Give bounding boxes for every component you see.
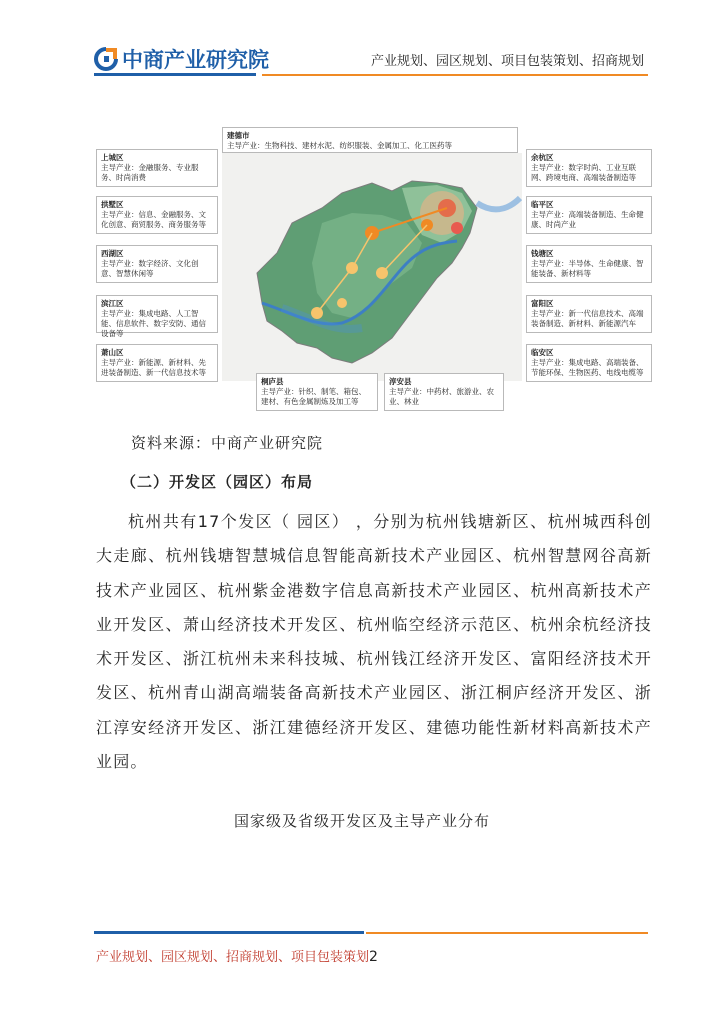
map-callout-xihu (96, 245, 218, 283)
callout-text: 主导产业：数字经济、文化创意、智慧休闲等 (101, 259, 199, 278)
map-callout-linping (526, 196, 652, 234)
callout-text: 主导产业：新能源、新材料、先进装备制造、新一代信息技术等 (101, 358, 206, 377)
callout-title: 富阳区 (531, 299, 554, 308)
logo-mark-icon (94, 47, 118, 71)
body-paragraph: 杭州共有17个发区（ 园区） ，分别为杭州钱塘新区、杭州城西科创大走廊、杭州钱塘智慧城信息智能高新技术产业园区、杭州智慧网谷高新技术产业园区、杭州紫金港数字信息高新技术产业园区、杭州高新技术产业开发区、萧山经济技术开发区、杭州临空经济示范区、杭州余杭经济技术开发区、浙江杭州未来科技城、杭州钱江经济开发区、富阳经济技术开发区、杭州青山湖高端装备高新技术产业园区、浙江桐庐经济开发区、浙江淳安经济开发区、浙江建德经济开发区、建德功能性新材料高新技术产业园。 (96, 512, 652, 772)
header-tagline: 产业规划、园区规划、项目包装策划、招商规划 (370, 54, 644, 69)
region-map (222, 153, 522, 381)
callout-title: 萧山区 (101, 348, 124, 357)
footer-divider-blue (94, 931, 364, 934)
header-divider-blue (94, 73, 256, 76)
map-callout-fuyang (526, 295, 652, 333)
callout-title: 临安区 (531, 348, 554, 357)
callout-title: 拱墅区 (101, 200, 124, 209)
callout-title: 淳安县 (389, 377, 412, 386)
callout-text: 主导产业：金融服务、专业服务、时尚消费 (101, 163, 199, 182)
logo-text: 中商产业研究院 (122, 48, 269, 72)
table-caption: 国家级及省级开发区及主导产业分布 (233, 812, 490, 830)
footer-tagline: 产业规划、园区规划、招商规划、项目包装策划 (96, 950, 370, 965)
figure-source: 资料来源：中商产业研究院 (131, 434, 324, 452)
callout-title: 桐庐县 (261, 377, 284, 386)
callout-text: 主导产业：半导体、生命健康、智能装备、新材料等 (531, 259, 644, 278)
map-callout-linan (526, 344, 652, 382)
section-heading: （二）开发区（园区）布局 (121, 473, 314, 491)
map-callout-yuhang (526, 149, 652, 187)
company-logo (94, 44, 269, 74)
page-number: 2 (369, 949, 378, 965)
callout-text: 主导产业：数字时尚、工业互联网、跨境电商、高端装备制造等 (531, 163, 636, 182)
footer-divider-orange (366, 932, 648, 934)
map-callout-tonglu (256, 373, 378, 411)
callout-text: 主导产业：集成电路、人工智能、信息软件、数字安防、通信设备等 (101, 309, 206, 338)
hangzhou-industry-map-figure (96, 123, 656, 413)
map-callout-jiande (222, 127, 518, 153)
footer (96, 946, 378, 965)
callout-title: 西湖区 (101, 249, 124, 258)
callout-text: 主导产业：信息、金融服务、文化创意、商贸服务、商务服务等 (101, 210, 206, 229)
map-callout-qiantang (526, 245, 652, 283)
map-callout-binjiang (96, 295, 218, 338)
callout-title: 上城区 (101, 153, 124, 162)
callout-text: 主导产业：新一代信息技术、高端装备制造、新材料、新能源汽车 (531, 309, 644, 328)
map-callout-gongshu (96, 196, 218, 234)
callout-text: 主导产业：针织、制笔、箱包、建材、有色金属制炼及加工等 (261, 387, 366, 406)
map-callout-chunan (384, 373, 504, 411)
callout-title: 建德市 (227, 131, 250, 140)
header-divider-orange (262, 74, 648, 76)
map-callout-shangcheng (96, 149, 218, 187)
callout-title: 滨江区 (101, 299, 124, 308)
callout-title: 余杭区 (531, 153, 554, 162)
callout-text: 主导产业：集成电路、高端装备、节能环保、生物医药、电线电缆等 (531, 358, 644, 377)
callout-text: 主导产业：生物科技、建材水泥、纺织服装、金属加工、化工医药等 (227, 141, 452, 150)
callout-text: 主导产业：高端装备制造、生命健康、时尚产业 (531, 210, 644, 229)
callout-title: 临平区 (531, 200, 554, 209)
callout-text: 主导产业：中药材、旅游业、农业、林业 (389, 387, 494, 406)
map-callout-xiaoshan (96, 344, 218, 382)
callout-title: 钱塘区 (531, 249, 554, 258)
